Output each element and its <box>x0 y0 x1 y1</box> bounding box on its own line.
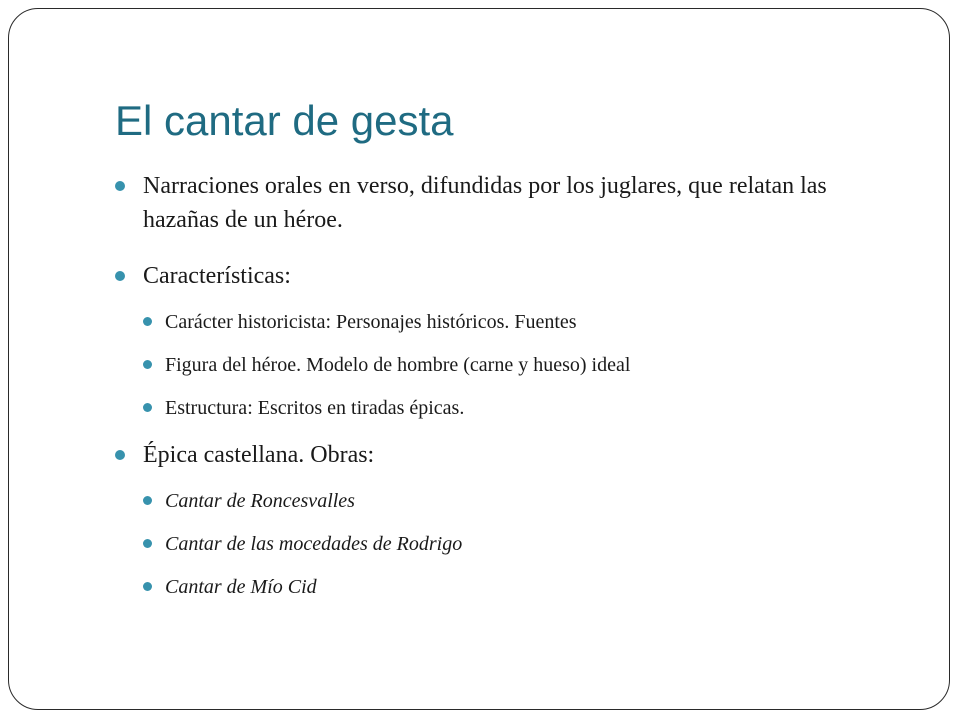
bullet-dot-icon <box>143 403 152 412</box>
bullet-text: Características: <box>143 263 291 289</box>
sub-bullet-item <box>115 308 895 336</box>
bullet-item <box>115 169 895 237</box>
bullet-dot-icon <box>115 271 125 281</box>
sub-bullet-text: Estructura: Escritos en tiradas épicas. <box>165 397 465 419</box>
sub-bullet-text: Cantar de las mocedades de Rodrigo <box>165 533 463 555</box>
bullet-text: Narraciones orales en verso, difundidas por los juglares, que relatan las hazañas de un héroe. <box>143 173 827 233</box>
bullet-list <box>115 169 895 601</box>
bullet-item <box>115 438 895 472</box>
sub-bullet-item <box>115 351 895 379</box>
bullet-dot-icon <box>143 360 152 369</box>
sub-bullet-item <box>115 487 895 515</box>
bullet-dot-icon <box>115 450 125 460</box>
bullet-item <box>115 259 895 293</box>
sub-bullet-text: Cantar de Roncesvalles <box>165 490 355 512</box>
sub-bullet-text: Figura del héroe. Modelo de hombre (carne y hueso) ideal <box>165 354 631 376</box>
bullet-dot-icon <box>143 317 152 326</box>
slide-frame <box>8 8 950 710</box>
sub-bullet-text: Carácter historicista: Personajes históricos. Fuentes <box>165 311 577 333</box>
bullet-text: Épica castellana. Obras: <box>143 442 375 468</box>
slide-title: El cantar de gesta <box>115 97 454 144</box>
sub-bullet-item <box>115 394 895 422</box>
bullet-dot-icon <box>143 582 152 591</box>
bullet-dot-icon <box>115 181 125 191</box>
sub-bullet-item <box>115 573 895 601</box>
sub-bullet-item <box>115 530 895 558</box>
sub-bullet-text: Cantar de Mío Cid <box>165 576 317 598</box>
bullet-dot-icon <box>143 496 152 505</box>
bullet-dot-icon <box>143 539 152 548</box>
